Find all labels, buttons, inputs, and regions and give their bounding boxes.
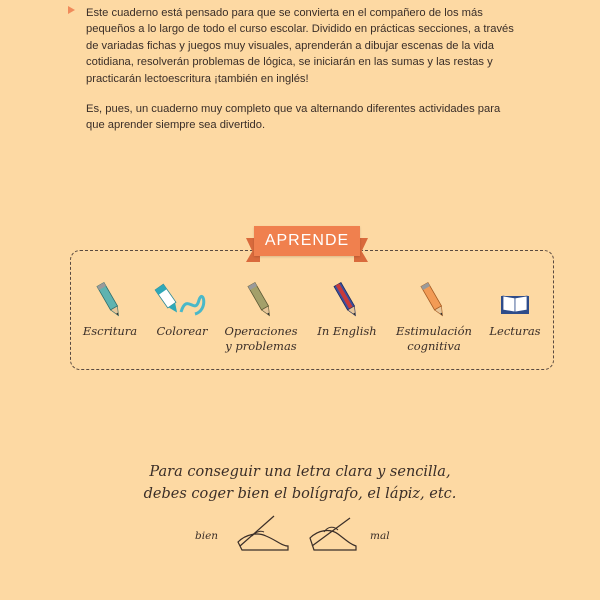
activity-label: Colorear (156, 324, 208, 338)
pencil-blue-red-icon (327, 282, 367, 320)
activity-label: Estimulación cognitiva (396, 324, 472, 353)
handwriting-line-2: debes coger bien el bolígrafo, el lápiz, etc. (143, 486, 457, 502)
open-book-icon (495, 282, 535, 320)
hand-holding-pencil-incorrect-icon (300, 512, 362, 552)
activity-operaciones (220, 282, 302, 354)
activity-label: Operaciones y problemas (224, 324, 298, 353)
activity-lecturas (484, 282, 546, 339)
activity-label: In English (317, 324, 377, 338)
pencil-orange-icon (414, 282, 454, 320)
marker-scribble-icon (151, 282, 213, 320)
bad-label: mal (370, 530, 390, 542)
learn-banner-title: APRENDE (254, 226, 360, 256)
pencil-teal-icon (90, 282, 130, 320)
good-label: bien (195, 530, 219, 542)
pencil-olive-icon (241, 282, 281, 320)
activity-label: Lecturas (489, 324, 541, 338)
activity-escritura (76, 282, 144, 339)
activity-estimulacion (390, 282, 478, 354)
intro-paragraph-2: Es, pues, un cuaderno muy completo que va alternando diferentes actividades para que aprender siempre sea divertido. (86, 103, 501, 132)
activity-colorear (148, 282, 216, 339)
intro-paragraph-1: Este cuaderno está pensado para que se convierta en el compañero de los más pequeños a lo largo de todo el curso escolar. Dividido en prácticas secciones, a través de variadas fichas y juegos muy visuales, aprenderán a dibujar escenas de la vida cotidiana, resolverán problemas de lógica, se iniciarán en las sumas y las restas y practicarán lectoescritura ¡también en inglés! (86, 5, 518, 87)
bullet-arrow-icon (68, 6, 75, 14)
hand-holding-pencil-correct-icon (230, 512, 292, 552)
handwriting-line-1: Para conseguir una letra clara y sencilla, (149, 464, 451, 480)
intro-text (68, 5, 518, 148)
activity-label: Escritura (82, 324, 138, 338)
activity-in-english (312, 282, 382, 339)
learn-banner (246, 226, 368, 262)
